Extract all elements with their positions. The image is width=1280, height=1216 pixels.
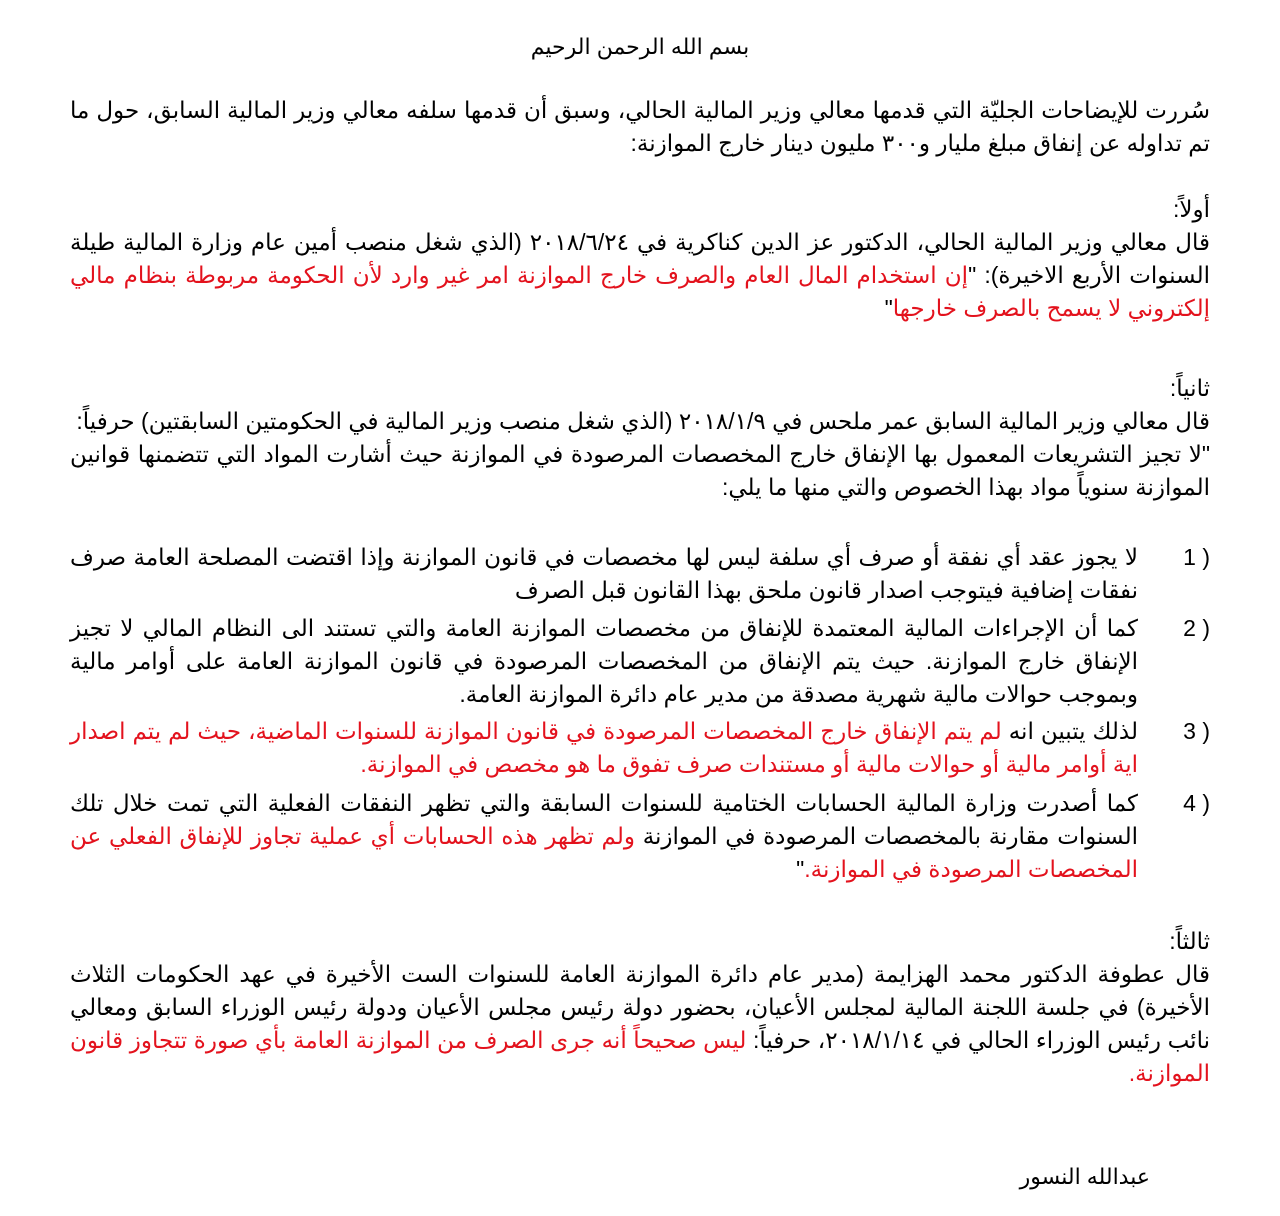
list-item-text-plain: كما أصدرت وزارة المالية الحسابات الختامية للسنوات السابقة والتي تظهر النفقات الفعلية التي تمت خلال تلك السنوات مقارنة بالمخصصات المرصودة في الموازنة: [70, 790, 1138, 849]
list-item-text: [70, 715, 1138, 781]
list-item: [70, 715, 1210, 781]
section-first: [70, 193, 1210, 325]
section-first-quote: إن استخدام المال العام والصرف خارج الموازنة امر غير وارد لأن الحكومة مربوطة بنظام مالي إلكتروني لا يسمح بالصرف خارجها: [70, 262, 1210, 321]
list-item-text: لا يجوز عقد أي نفقة أو صرف أي سلفة ليس لها مخصصات في قانون الموازنة وإذا اقتضت المصلحة العامة صرف نفقات إضافية فيتوجب اصدار قانون ملحق بهذا القانون قبل الصرف: [70, 544, 1138, 603]
list-item-number: 2 ): [1183, 615, 1210, 641]
list-item-text: [70, 787, 1138, 886]
list-item-number: 4 ): [1183, 790, 1210, 816]
section-first-text: قال معالي وزير المالية الحالي، الدكتور عز الدين كناكرية في ٢٠١٨/٦/٢٤ (الذي شغل منصب أمين عام وزارة المالية طيلة السنوات الأربع الاخيرة): ": [70, 229, 1211, 288]
section-second: [70, 372, 1210, 504]
list-item-text: كما أن الإجراءات المالية المعتمدة للإنفاق من مخصصات الموازنة العامة والتي تستند الى النظام المالي لا تجيز الإنفاق خارج الموازنة. حيث يتم الإنفاق من المخصصات المرصودة في قانون الموازنة العامة على أوامر مالية وبموجب حوالات مالية شهرية مصدقة من مدير عام دائرة الموازنة العامة.: [70, 615, 1138, 707]
list-item-number: 3 ): [1183, 718, 1210, 744]
basmala: بسم الله الرحمن الرحيم: [530, 34, 750, 59]
section-second-heading: ثانياً:: [1169, 375, 1210, 401]
list-item-text-highlight: ولم تظهر هذه الحسابات أي عملية تجاوز للإنفاق الفعلي عن المخصصات المرصودة في الموازنة.: [70, 823, 1138, 882]
list-item: [70, 612, 1210, 711]
signature: عبدالله النسور: [1019, 1164, 1150, 1189]
list-item: [70, 541, 1210, 607]
section-third: [70, 925, 1210, 1090]
section-third-text: قال عطوفة الدكتور محمد الهزايمة (مدير عام دائرة الموازنة العامة للسنوات الست الأخيرة في عهد الحكومات الثلاث الأخيرة) في جلسة اللجنة المالية لمجلس الأعيان، بحضور دولة رئيس مجلس الأعيان ودولة رئيس الوزراء السابق ومعالي نائب رئيس الوزراء الحالي في ٢٠١٨/١/١٤، حرفياً:: [70, 961, 1210, 1053]
section-third-quote: ليس صحيحاً أنه جرى الصرف من الموازنة العامة بأي صورة تتجاوز قانون الموازنة.: [70, 1027, 1210, 1086]
section-first-heading: أولاً:: [1172, 196, 1210, 222]
section-first-close: ": [884, 295, 893, 321]
intro-paragraph: سُررت للإيضاحات الجليّة التي قدمها معالي وزير المالية الحالي، وسبق أن قدمها سلفه معالي وزير المالية السابق، حول ما تم تداوله عن إنفاق مبلغ مليار و٣٠٠ مليون دينار خارج الموازنة:: [70, 97, 1210, 156]
list-item-quote-close: ": [796, 856, 805, 882]
list-item-text-highlight: لم يتم الإنفاق خارج المخصصات المرصودة في قانون الموازنة للسنوات الماضية، حيث لم يتم اصدار اية أوامر مالية أو حوالات مالية أو مستندات صرف تفوق ما هو مخصص في الموازنة.: [70, 718, 1138, 777]
list-item: [70, 787, 1210, 886]
list-item-text-plain: لذلك يتبين انه: [1001, 718, 1139, 744]
section-third-heading: ثالثاً:: [1169, 928, 1210, 954]
list-item-number: 1 ): [1183, 544, 1210, 570]
section-second-quote-intro: "لا تجيز التشريعات المعمول بها الإنفاق خارج المخصصات المرصودة في الموازنة حيث أشارت المواد التي تتضمنها قوانين الموازنة سنوياً مواد بهذا الخصوص والتي منها ما يلي:: [70, 441, 1210, 500]
section-second-text: قال معالي وزير المالية السابق عمر ملحس في ٢٠١٨/١/٩ (الذي شغل منصب وزير المالية في الحكومتين السابقتين) حرفياً:: [76, 408, 1210, 434]
